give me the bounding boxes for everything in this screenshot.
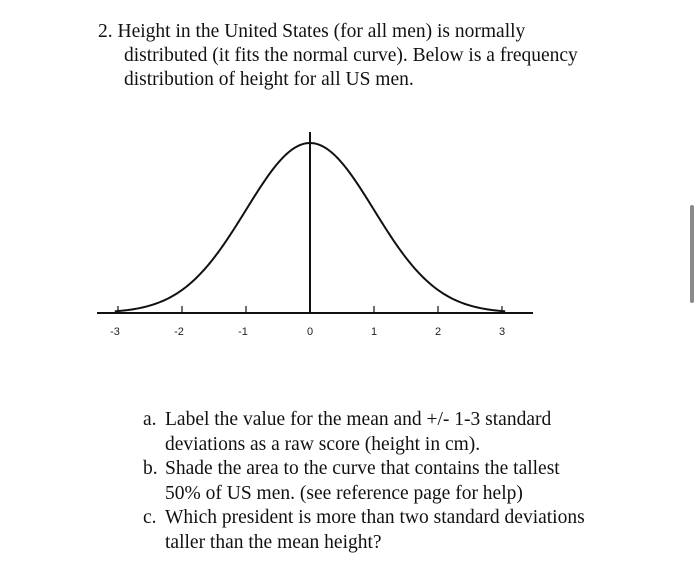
subpart-b-letter: b. bbox=[143, 458, 158, 479]
subparts-list bbox=[143, 408, 643, 555]
subpart-a bbox=[143, 408, 643, 457]
x-tick-label--3: -3 bbox=[110, 326, 120, 338]
x-tick-label-2: 2 bbox=[434, 326, 442, 338]
question-line-3: distribution of height for all US men. bbox=[124, 69, 414, 90]
subpart-c-letter: c. bbox=[143, 507, 157, 528]
subpart-c bbox=[143, 506, 643, 555]
subpart-a-letter: a. bbox=[143, 409, 157, 430]
subpart-c-line-2: taller than the mean height? bbox=[165, 531, 382, 553]
x-tick-label--1: -1 bbox=[238, 326, 248, 338]
x-tick-label-1: 1 bbox=[370, 326, 378, 338]
subpart-a-line-1: Label the value for the mean and +/- 1-3 standard bbox=[165, 409, 552, 430]
subpart-b bbox=[143, 457, 643, 506]
subpart-c-line-1: Which president is more than two standard deviations bbox=[165, 507, 585, 528]
question-line-1: 2. Height in the United States (for all men) is normally bbox=[98, 21, 526, 42]
question-line-2: distributed (it fits the normal curve). Below is a frequency bbox=[124, 45, 578, 66]
subpart-a-line-2: deviations as a raw score (height in cm). bbox=[165, 433, 481, 455]
x-tick-label-3: 3 bbox=[498, 326, 506, 338]
x-tick-label-0: 0 bbox=[306, 326, 314, 338]
x-tick-label--2: -2 bbox=[174, 326, 184, 338]
subpart-b-line-2: 50% of US men. (see reference page for help) bbox=[165, 482, 523, 504]
scrollbar-thumb[interactable] bbox=[690, 205, 694, 303]
subpart-b-line-1: Shade the area to the curve that contains the tallest bbox=[165, 458, 560, 479]
